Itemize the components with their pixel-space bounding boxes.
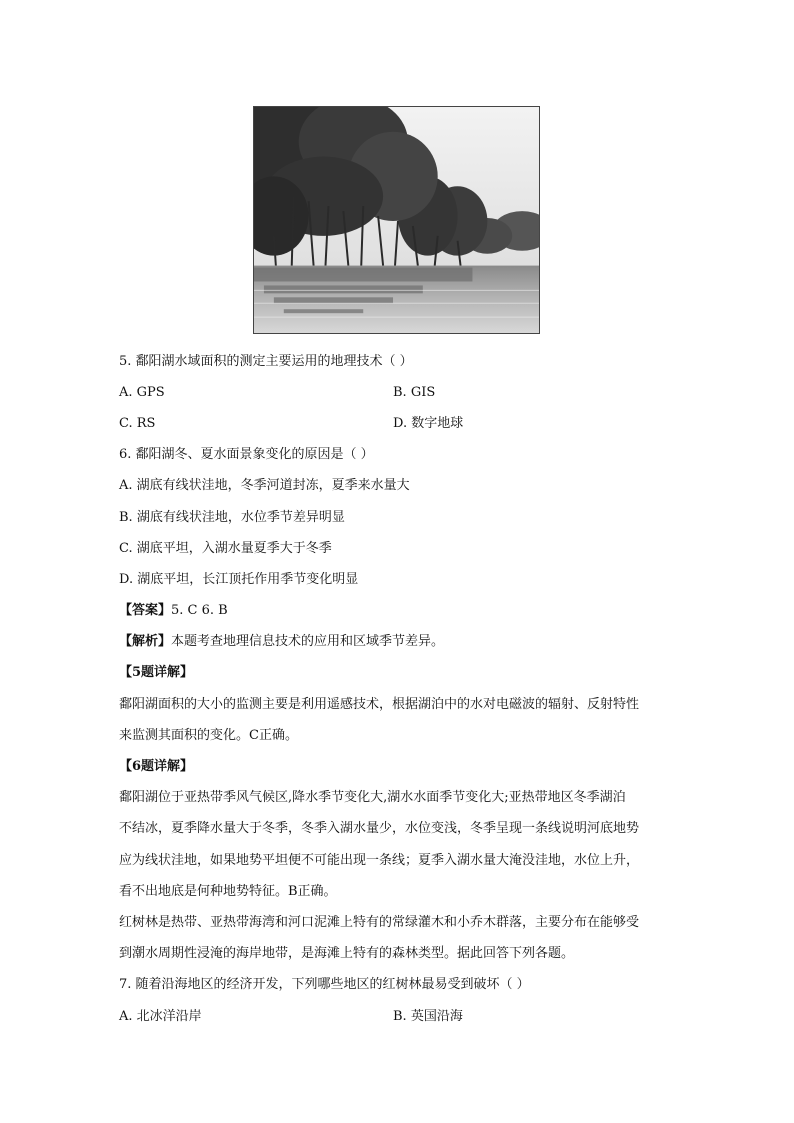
passage-line-1: 红树林是热带、亚热带海湾和河口泥滩上特有的常绿灌木和小乔木群落，主要分布在能够受 bbox=[119, 915, 640, 930]
detail6-line-3: 应为线状洼地，如果地势平坦便不可能出现一条线；夏季入湖水量大淹没洼地，水位上升， bbox=[119, 853, 640, 868]
q5-option-d: D. 数字地球 bbox=[393, 416, 464, 431]
q5-option-b: B. GIS bbox=[393, 385, 436, 400]
q6-option-d: D. 湖底平坦，长江顶托作用季节变化明显 bbox=[119, 572, 359, 587]
detail5-line-2: 来监测其面积的变化。C正确。 bbox=[119, 728, 298, 743]
detail6-line-1: 鄱阳湖位于亚热带季风气候区,降水季节变化大,湖水水面季节变化大;亚热带地区冬季湖泊 bbox=[119, 790, 626, 805]
q6-option-c: C. 湖底平坦，入湖水量夏季大于冬季 bbox=[119, 541, 332, 556]
analysis-label: 【解析】 bbox=[119, 634, 172, 649]
q7-option-a: A. 北冰洋沿岸 bbox=[119, 1009, 202, 1024]
q5-stem: 5. 鄱阳湖水域面积的测定主要运用的地理技术（ ） bbox=[119, 354, 413, 369]
detail5-line-1: 鄱阳湖面积的大小的监测主要是利用遥感技术，根据湖泊中的水对电磁波的辐射、反射特性 bbox=[119, 697, 640, 712]
q5-option-c: C. RS bbox=[119, 416, 156, 431]
mangrove-illustration bbox=[254, 107, 539, 333]
q7-option-b: B. 英国沿海 bbox=[393, 1009, 463, 1024]
analysis-text: 本题考查地理信息技术的应用和区域季节差异。 bbox=[171, 634, 445, 649]
answer-label: 【答案】 bbox=[119, 603, 172, 618]
q5-option-a: A. GPS bbox=[119, 385, 165, 400]
q7-stem: 7. 随着沿海地区的经济开发，下列哪些地区的红树林最易受到破坏（ ） bbox=[119, 977, 530, 992]
detail6-line-2: 不结冰，夏季降水量大于冬季，冬季入湖水量少，水位变浅，冬季呈现一条线说明河底地势 bbox=[119, 821, 640, 836]
answer-line bbox=[119, 602, 228, 620]
analysis-line bbox=[119, 633, 444, 651]
mangrove-photo bbox=[253, 106, 540, 334]
q6-stem: 6. 鄱阳湖冬、夏水面景象变化的原因是（ ） bbox=[119, 447, 374, 462]
q6-option-b: B. 湖底有线状洼地，水位季节差异明显 bbox=[119, 510, 345, 525]
detail6-line-4: 看不出地底是何种地势特征。B正确。 bbox=[119, 884, 337, 899]
answer-text: 5. C 6. B bbox=[171, 603, 228, 618]
detail6-heading: 【6题详解】 bbox=[119, 759, 194, 774]
q6-option-a: A. 湖底有线状洼地，冬季河道封冻，夏季来水量大 bbox=[119, 478, 410, 493]
detail5-heading: 【5题详解】 bbox=[119, 665, 194, 680]
passage-line-2: 到潮水周期性浸淹的海岸地带，是海滩上特有的森林类型。据此回答下列各题。 bbox=[119, 946, 575, 961]
